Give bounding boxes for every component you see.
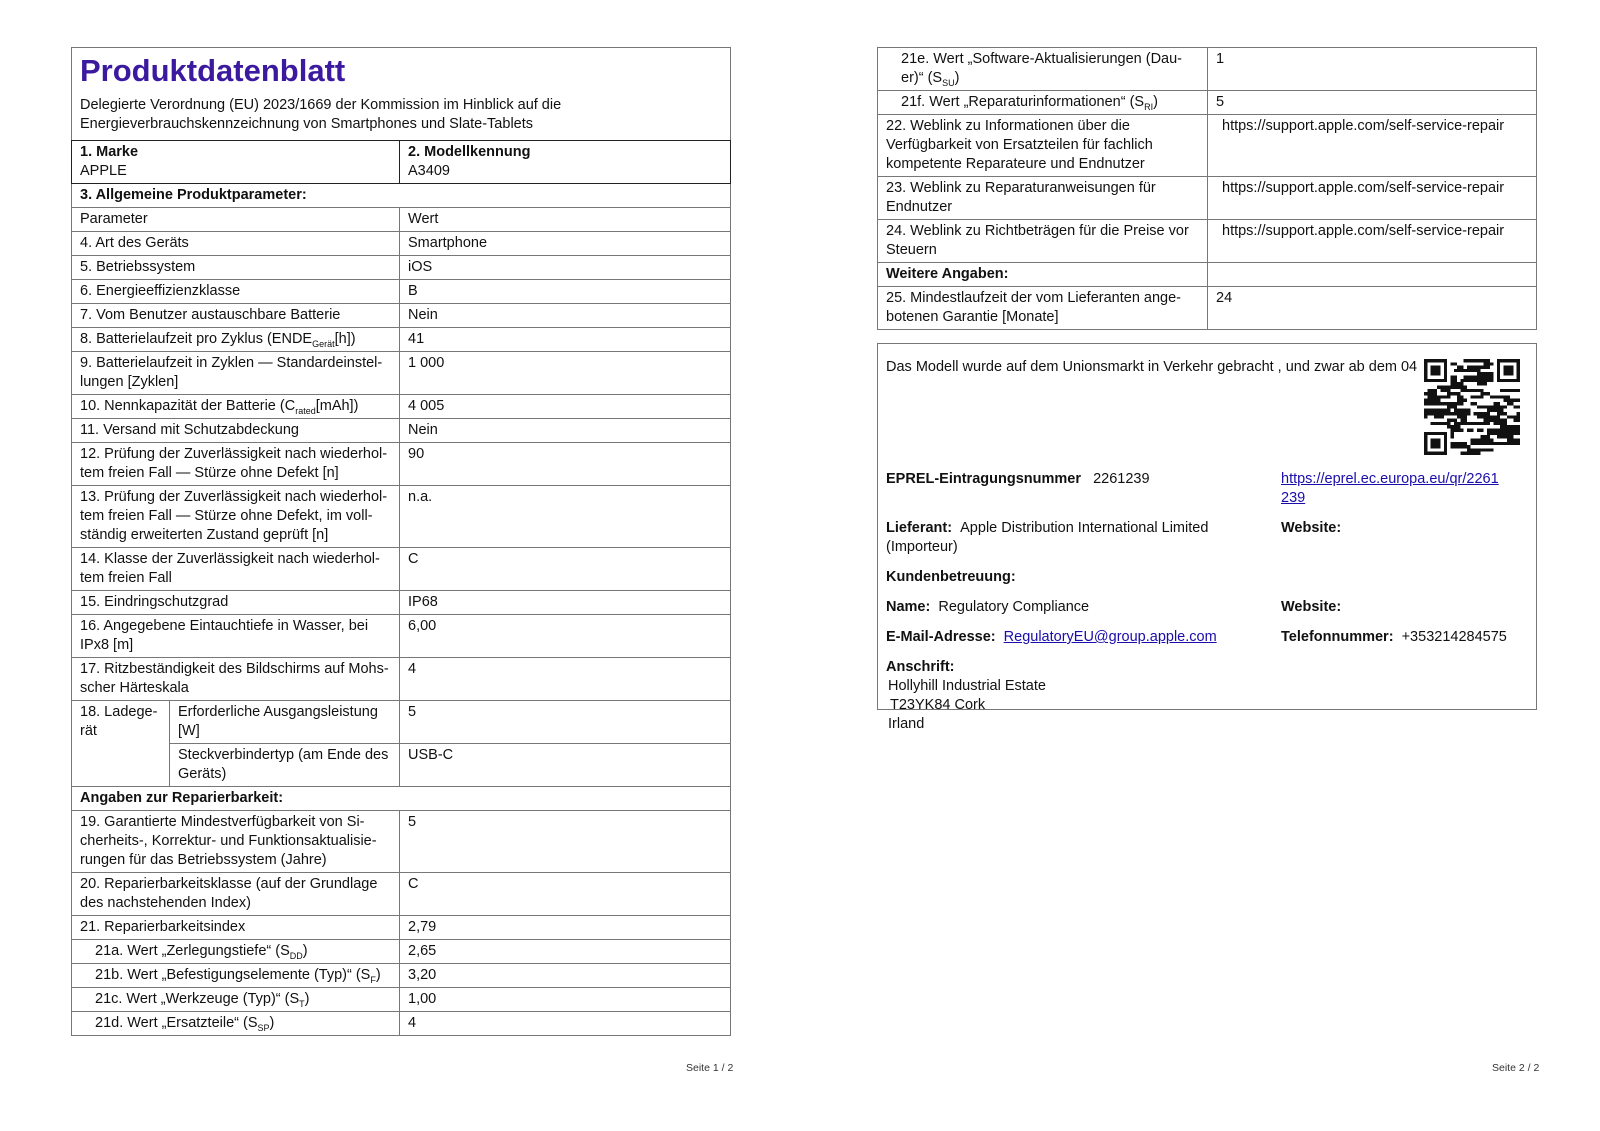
- table-row: 22. Weblink zu Informationen über die Verfügbarkeit von Ersatzteilen für fachlich kompetente Reparateure und Endnutzer https://support.apple.com/self-service-repair: [878, 115, 1537, 177]
- page-1: [71, 47, 731, 1036]
- table-row: 21f. Wert „Reparaturinformationen“ $(S_{RI})$ 5: [878, 91, 1537, 115]
- address-label: Anschrift:: [886, 659, 955, 675]
- datasheet-header: [71, 47, 731, 140]
- weblink[interactable]: https://support.apple.com/self-service-repair: [1208, 177, 1537, 220]
- table-row: 15. Eindringschutzgrad IP68: [72, 591, 731, 615]
- page-number: Seite 2 / 2: [1492, 1062, 1540, 1074]
- section-heading: 3. Allgemeine Produktparameter:: [72, 184, 731, 208]
- table-row: 17. Ritzbeständigkeit des Bildschirms auf Mohs-scher Härteskala 4: [72, 658, 731, 701]
- model-value: A3409: [408, 163, 450, 179]
- section-heading: Angaben zur Reparierbarkeit:: [72, 787, 731, 811]
- table-row: 13. Prüfung der Zuverlässigkeit nach wiederhol-tem freien Fall — Stürze ohne Defekt, im voll-ständig erweiterten Zustand geprüft [n] n.a.: [72, 486, 731, 548]
- customer-service-heading: Kundenbetreuung:: [886, 569, 1016, 585]
- table-row: 8. Batterielaufzeit pro Zyklus $(ENDE_{Gerät}[h])$ 41: [72, 328, 731, 352]
- name-label: Name:: [886, 599, 931, 615]
- table-row: 21b. Wert „Befestigungselemente (Typ)“ $(S_F)$ 3,20: [72, 964, 731, 988]
- address-line: T23YK84 Cork: [890, 697, 986, 713]
- email-label: E-Mail-Adresse:: [886, 629, 996, 645]
- table-row: 25. Mindestlaufzeit der vom Lieferanten ange-botenen Garantie [Monate] 24: [878, 287, 1537, 330]
- eprel-number: 2261239: [1093, 471, 1150, 487]
- model-label: 2. Modellkennung: [408, 144, 531, 160]
- charger-label: 18. Ladege-rät: [72, 701, 170, 787]
- table-row: 9. Batterielaufzeit in Zyklen — Standardeinstel-lungen [Zyklen] 1 000: [72, 352, 731, 395]
- eprel-info-box: [877, 343, 1537, 732]
- table-row: 16. Angegebene Eintauchtiefe in Wasser, bei IPx8 [m] 6,00: [72, 615, 731, 658]
- table-row: 20. Reparierbarkeitsklasse (auf der Grundlage des nachstehenden Index) C: [72, 873, 731, 916]
- email-link[interactable]: RegulatoryEU@group.apple.com: [1003, 629, 1217, 645]
- page-title: Produktdatenblatt: [80, 53, 346, 88]
- supplier-label: Lieferant:: [886, 520, 953, 536]
- address-line: Hollyhill Industrial Estate: [888, 678, 1046, 694]
- table-row: 5. Betriebssystem iOS: [72, 256, 731, 280]
- market-placement-text: Das Modell wurde auf dem Unionsmarkt in Verkehr gebracht , und zwar ab dem 04: [886, 359, 1418, 375]
- website-label: Website:: [1281, 520, 1342, 536]
- regulation-subtitle: Delegierte Verordnung (EU) 2023/1669 der Kommission im Hinblick auf die Energieverbrauchskennzeichnung von Smartphones und Slate-Tablets: [80, 97, 562, 132]
- brand-label: 1. Marke: [80, 144, 139, 160]
- qr-code-icon[interactable]: [1424, 359, 1520, 461]
- phone-value: +353214284575: [1401, 629, 1507, 645]
- brand-model-row: [72, 141, 731, 184]
- table-row: 21d. Wert „Ersatzteile“ $(S_{SP})$ 4: [72, 1012, 731, 1036]
- table-row: 10. Nennkapazität der Batterie $(C_{rated}[mAh])$ 4 005: [72, 395, 731, 419]
- table-row: 6. Energieeffizienzklasse B: [72, 280, 731, 304]
- table-row: 11. Versand mit Schutzabdeckung Nein: [72, 419, 731, 443]
- website-label-2: Website:: [1281, 599, 1342, 615]
- table-header-row: [72, 208, 731, 232]
- table-row: 4. Art des Geräts Smartphone: [72, 232, 731, 256]
- table-row: 21c. Wert „Werkzeuge (Typ)“ $(S_T)$ 1,00: [72, 988, 731, 1012]
- product-data-table: [71, 140, 731, 1036]
- address-line: Irland: [888, 716, 925, 732]
- weblink[interactable]: https://support.apple.com/self-service-repair: [1208, 220, 1537, 263]
- table-row: Steckverbindertyp (am Ende des Geräts) USB-C: [72, 744, 731, 787]
- eprel-link[interactable]: https://eprel.ec.europa.eu/qr/2261239: [1281, 471, 1499, 506]
- page-number: Seite 1 / 2: [686, 1062, 734, 1074]
- eprel-label: EPREL-Eintragungsnummer: [886, 471, 1081, 487]
- table-row: 21e. Wert „Software-Aktualisierungen (Dau-er)“ $(S_{SU})$ 1: [878, 48, 1537, 91]
- section-heading: Weitere Angaben:: [878, 263, 1537, 287]
- table-row: 12. Prüfung der Zuverlässigkeit nach wiederhol-tem freien Fall — Stürze ohne Defekt [n] 90: [72, 443, 731, 486]
- table-row: 14. Klasse der Zuverlässigkeit nach wiederhol-tem freien Fall C: [72, 548, 731, 591]
- param-header: Parameter: [72, 208, 400, 232]
- table-row: 21a. Wert „Zerlegungstiefe“ $(S_{DD})$ 2,65: [72, 940, 731, 964]
- phone-label: Telefonnummer:: [1281, 629, 1394, 645]
- weblink[interactable]: https://support.apple.com/self-service-repair: [1208, 115, 1537, 177]
- table-row: 24. Weblink zu Richtbeträgen für die Preise vor Steuern https://support.apple.com/self-service-repair: [878, 220, 1537, 263]
- name-value: Regulatory Compliance: [938, 599, 1090, 615]
- brand-value: APPLE: [80, 163, 127, 179]
- page-2: [877, 47, 1537, 732]
- table-row: 21. Reparierbarkeitsindex 2,79: [72, 916, 731, 940]
- table-row: 23. Weblink zu Reparaturanweisungen für Endnutzer https://support.apple.com/self-service-repair: [878, 177, 1537, 220]
- table-row: 18. Ladege-rät Erforderliche Ausgangsleistung [W] 5: [72, 701, 731, 744]
- product-data-table-continued: [877, 47, 1537, 330]
- table-row: 7. Vom Benutzer austauschbare Batterie Nein: [72, 304, 731, 328]
- supplier-value: Apple Distribution International Limited (Importeur): [886, 520, 1209, 555]
- value-header: Wert: [400, 208, 731, 232]
- table-row: 19. Garantierte Mindestverfügbarkeit von Si-cherheits-, Korrektur- und Funktionsaktualisie-rungen für das Betriebssystem (Jahre) 5: [72, 811, 731, 873]
